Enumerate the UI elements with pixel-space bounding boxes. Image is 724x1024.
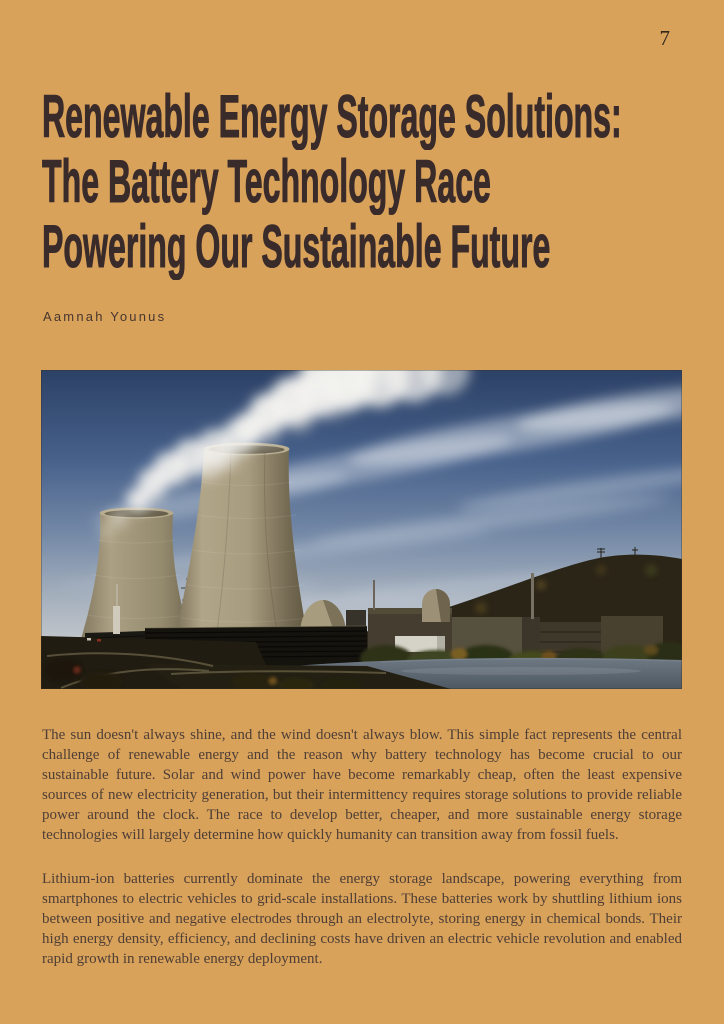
title-line-3: Powering Our Sustainable Future <box>42 213 551 280</box>
body-paragraph: Lithium-ion batteries currently dominate the energy storage landscape, powering everything from smartphones to electric vehicles to grid-scale installations. These batteries work by shuttling lithium ions between positive and negative electrodes through an electrolyte, storing energy in chemical bonds. Their high energy density, efficiency, and declining costs have driven an electric vehicle revolution and enabled rapid growth in renewable energy deployment. <box>42 871 682 967</box>
title-line-2: The Battery Technology Race <box>42 148 491 215</box>
article-title <box>42 84 724 279</box>
hero-image <box>41 370 682 689</box>
body-paragraph: The sun doesn't always shine, and the wind doesn't always blow. This simple fact represents the central challenge of renewable energy and the reason why battery technology has become crucial to our sustainable future. Solar and wind power have become remarkably cheap, often the least expensive sources of new electricity generation, but their intermittency requires storage solutions to provide reliable power around the clock. The race to develop better, cheaper, and more sustainable energy storage technologies will largely determine how quickly humanity can transition away from fossil fuels. <box>42 727 682 843</box>
page-number: 7 <box>659 26 670 50</box>
article-body <box>42 725 682 969</box>
author-name: Aamnah Younus <box>43 309 167 324</box>
power-plant-photo <box>41 370 682 689</box>
title-line-1: Renewable Energy Storage Solutions: <box>42 83 622 150</box>
